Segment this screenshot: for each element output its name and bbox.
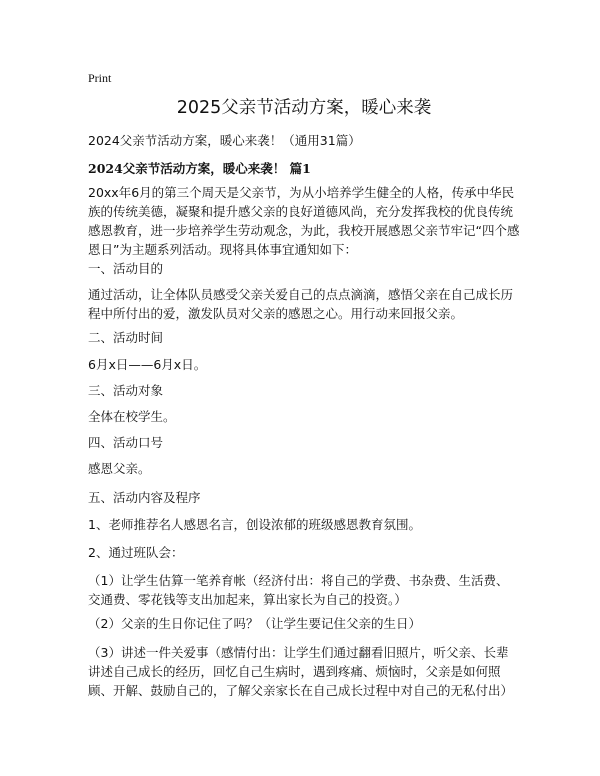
time-paragraph: 6月x日——6月x日。 <box>88 357 207 372</box>
intro-paragraph: 20xx年6月的第三个周天是父亲节，为从小培养学生健全的人格，传承中华民族的传统美德，凝聚和提升感父亲的良好道德风尚，充分发挥我校的优良传统感恩教育，进一步培养学生劳动观念，为此，我校开展感恩父亲节牢记“四个感恩日”为主题系列活动。现将具体事宜通知如下： <box>88 185 520 257</box>
page-title: 2025父亲节活动方案，暖心来袭 <box>176 98 432 118</box>
content-item-1: 1、老师推荐名人感恩名言，创设浓郁的班级感恩教育氛围。 <box>88 517 421 532</box>
heading-purpose: 一、活动目的 <box>88 261 164 276</box>
print-link[interactable]: Print <box>88 71 112 85</box>
content-subitem-2: （2）父亲的生日你记住了吗？（让学生要记住父亲的生日） <box>88 616 421 631</box>
target-paragraph: 全体在校学生。 <box>88 409 176 424</box>
section-heading: 2024父亲节活动方案，暖心来袭！ 篇1 <box>88 161 311 176</box>
heading-slogan: 四、活动口号 <box>88 435 164 450</box>
content-item-2: 2、通过班队会： <box>88 545 184 560</box>
content-subitem-1: （1）让学生估算一笔养育帐（经济付出：将自己的学费、书杂费、生活费、交通费、零花钱等支出加起来，算出家长为自己的投资。） <box>88 573 509 607</box>
purpose-paragraph: 通过活动，让全体队员感受父亲关爱自己的点点滴滴，感悟父亲在自己成长历程中所付出的爱，激发队员对父亲的感恩之心。用行动来回报父亲。 <box>88 287 514 321</box>
slogan-paragraph: 感恩父亲。 <box>88 461 151 476</box>
subtitle: 2024父亲节活动方案，暖心来袭！（通用31篇） <box>88 133 361 148</box>
heading-content: 五、活动内容及程序 <box>88 490 201 505</box>
heading-target: 三、活动对象 <box>88 383 164 398</box>
content-subitem-3: （3）讲述一件关爱事（感情付出：让学生们通过翻看旧照片，听父亲、长辈讲述自己成长的经历，回忆自己生病时，遇到疼痛、烦恼时，父亲是如何照顾、开解、鼓励自己的，了解父亲家长在自己成长过程中对自己的无私付出） <box>88 645 514 698</box>
heading-time: 二、活动时间 <box>88 330 164 345</box>
